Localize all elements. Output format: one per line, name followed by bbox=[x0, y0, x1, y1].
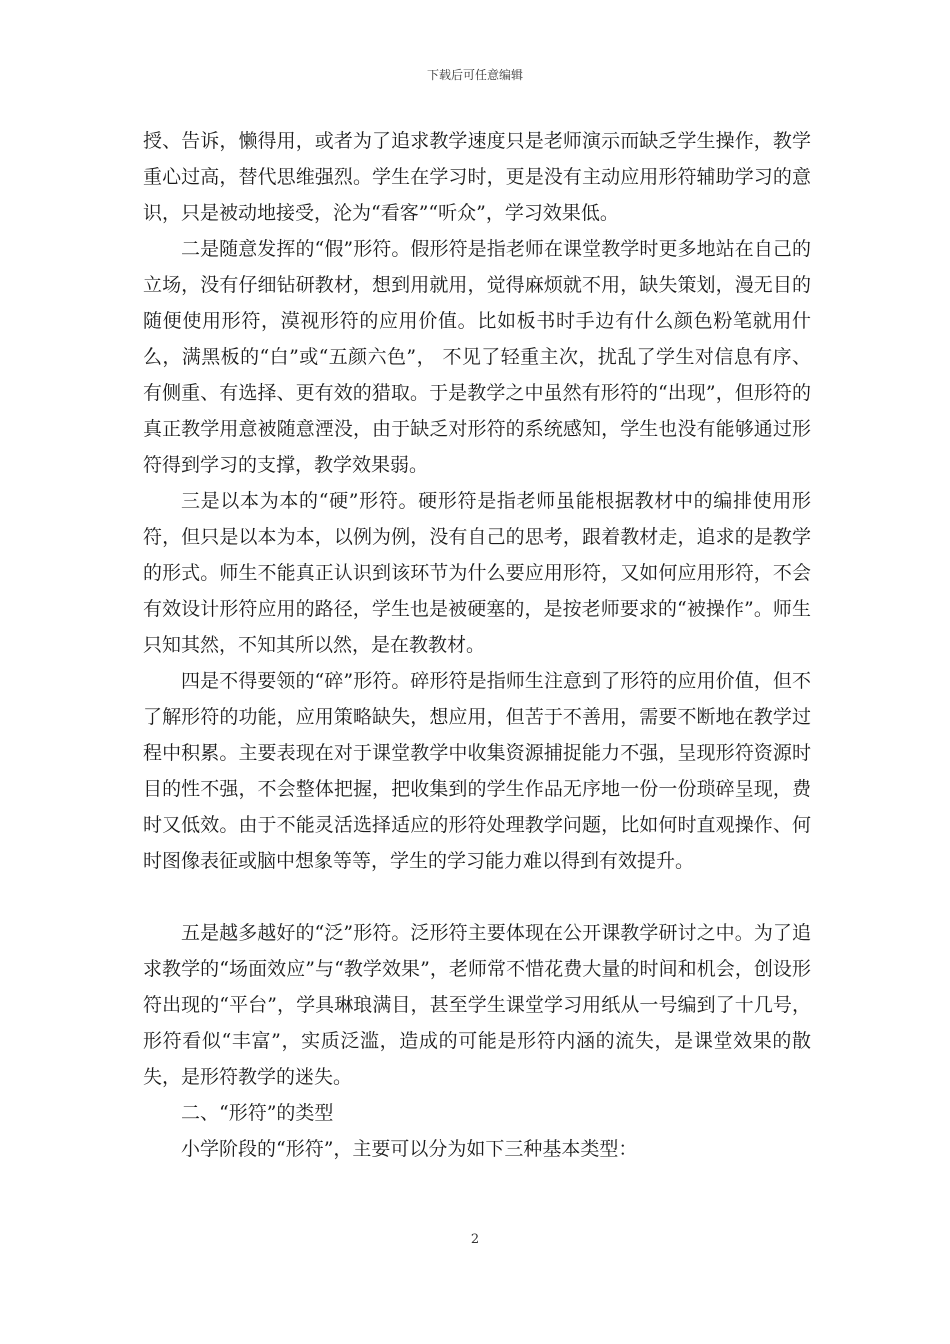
paragraph-fake-symbols: 二是随意发挥的“假”形符。假形符是指老师在课堂教学时更多地站在自己的立场，没有仔细钻研教材，想到用就用，觉得麻烦就不用，缺失策划，漫无目的随便使用形符，漠视形符的应用价值。比如板书时手边有什么颜色粉笔就用什么，满黑板的“白”或“五颜六色”， 不见了轻重主次，扰乱了学生对信息有序、有侧重、有选择、更有效的猎取。于是教学之中虽然有形符的“出现”，但形符的真正教学用意被随意湮没，由于缺乏对形符的系统感知，学生也没有能够通过形符得到学习的支撑，教学效果弱。 bbox=[143, 238, 811, 476]
section-heading: 二、“形符”的类型 bbox=[181, 1102, 334, 1124]
document-body bbox=[143, 123, 811, 1167]
page-header: 下载后可任意编辑 bbox=[426, 68, 523, 82]
paragraph-types-intro: 小学阶段的“形符”，主要可以分为如下三种基本类型： bbox=[181, 1138, 638, 1160]
paragraph-continuation: 授、告诉，懒得用，或者为了追求教学速度只是老师演示而缺乏学生操作，教学重心过高，替代思维强烈。学生在学习时，更是没有主动应用形符辅助学习的意识，只是被动地接受，沦为“看客”“听众”，学习效果低。 bbox=[143, 130, 811, 224]
paragraph-fragmented-symbols: 四是不得要领的“碎”形符。碎形符是指师生注意到了形符的应用价值，但不了解形符的功能，应用策略缺失，想应用，但苦于不善用，需要不断地在教学过程中积累。主要表现在对于课堂教学中收集资源捕捉能力不强，呈现形符资源时目的性不强，不会整体把握，把收集到的学生作品无序地一份一份琐碎呈现，费时又低效。由于不能灵活选择适应的形符处理教学问题，比如何时直观操作、何时图像表征或脑中想象等等，学生的学习能力难以得到有效提升。 bbox=[143, 670, 811, 872]
paragraph-rigid-symbols: 三是以本为本的“硬”形符。硬形符是指老师虽能根据教材中的编排使用形符，但只是以本为本，以例为例，没有自己的思考，跟着教材走，追求的是教学的形式。师生不能真正认识到该环节为什么要应用形符，又如何应用形符，不会有效设计形符应用的路径，学生也是被硬塞的，是按老师要求的“被操作”。师生只知其然，不知其所以然，是在教教材。 bbox=[143, 490, 811, 656]
page-number: 2 bbox=[470, 1232, 480, 1247]
paragraph-excessive-symbols: 五是越多越好的“泛”形符。泛形符主要体现在公开课教学研讨之中。为了追求教学的“场面效应”与“教学效果”，老师常不惜花费大量的时间和机会，创设形符出现的“平台”，学具琳琅满目，甚至学生课堂学习用纸从一号编到了十几号，形符看似“丰富”，实质泛滥，造成的可能是形符内涵的流失，是课堂效果的散失，是形符教学的迷失。 bbox=[143, 922, 811, 1088]
